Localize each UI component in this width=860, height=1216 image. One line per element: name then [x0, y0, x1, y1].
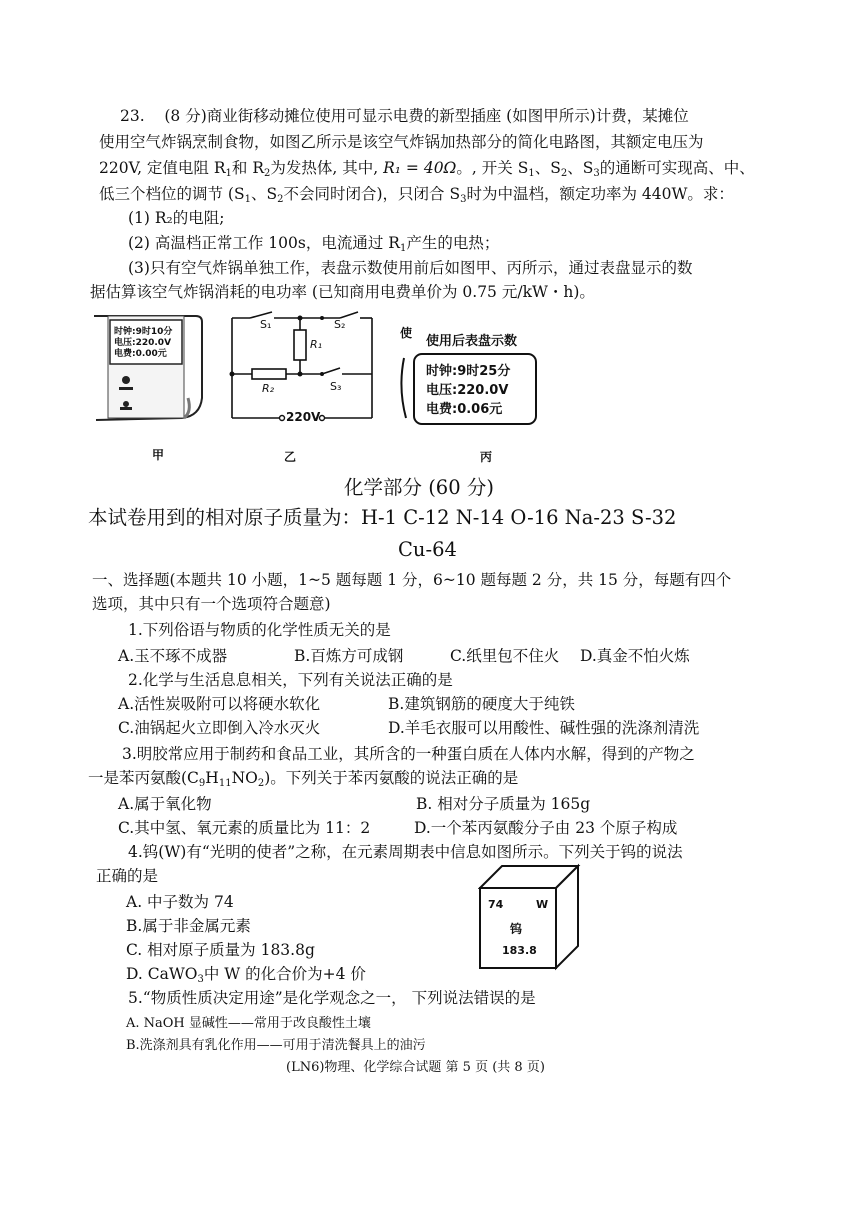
q23-part-2: (2) 高温档正常工作 100s，电流通过 $R_1$产生的电热；: [128, 234, 500, 254]
label-s3: S₃: [330, 380, 342, 393]
q23-line-2: 使用空气炸锅烹制食物，如图乙所示是该空气炸锅加热部分的简化电路图，其额定电压为: [99, 133, 704, 151]
q3-option-c: C.其中氢、氧元素的质量比为 11：2: [118, 819, 371, 837]
label-voltage: 220V: [286, 410, 321, 424]
q5-option-a: A. NaOH 显碱性——常用于改良酸性土壤: [126, 1016, 371, 1031]
page-footer: (LN6)物理、化学综合试题 第 5 页 (共 8 页): [286, 1060, 545, 1075]
label-r2: R₂: [262, 382, 275, 395]
q3-option-a: A.属于氧化物: [118, 795, 212, 813]
jia-clock: 时钟:9时10分: [114, 327, 173, 337]
label-s2: S₂: [334, 318, 346, 331]
q1-option-a: A.玉不琢不成器: [118, 647, 228, 665]
q1-option-b: B.百炼方可成钢: [294, 647, 404, 665]
figure-jia-socket: [88, 312, 206, 424]
question-3-cont: 一是苯丙氨酸$(C_9H_{11}NO_2)$。下列关于苯丙氨酸的说法正确的是: [88, 769, 519, 789]
question-3: 3.明胶常应用于制药和食品工业，其所含的一种蛋白质在人体内水解，得到的产物之: [122, 745, 695, 763]
question-5: 5.“物质性质决定用途”是化学观念之一， 下列说法错误的是: [128, 989, 536, 1007]
q4-option-b: B.属于非金属元素: [126, 917, 251, 935]
q4-option-d: D. CaWO$_3$中 W 的化合价为+4 价: [126, 965, 366, 985]
figure-bing-meter: [396, 318, 546, 428]
jia-fee: 电费:0.00元: [114, 349, 167, 359]
figure-bing-caption: 丙: [480, 450, 493, 464]
q4-option-a: A. 中子数为 74: [126, 893, 234, 911]
q2-option-d: D.羊毛衣服可以用酸性、碱性强的洗涤剂清洗: [388, 719, 700, 737]
q2-option-b: B.建筑钢筋的硬度大于纯铁: [388, 695, 575, 713]
q23-line-4: 低三个档位的调节 ($S_1$、$S_2$不会同时闭合)，只闭合 $S_3$时为中温档，额定功率为 440W。求：: [99, 185, 734, 205]
figure-jia-caption: 甲: [152, 448, 165, 462]
q23-line-1: 23. (8 分)商业街移动摊位使用可显示电费的新型插座 (如图甲所示)计费，某摊位: [120, 107, 689, 125]
bing-clock: 时钟:9时25分: [426, 364, 511, 379]
q5-option-b: B.洗涤剂具有乳化作用——可用于清洗餐具上的油污: [126, 1038, 426, 1053]
question-1: 1.下列俗语与物质的化学性质无关的是: [128, 621, 391, 639]
bing-fee: 电费:0.06元: [426, 402, 503, 417]
element-number: 74: [488, 898, 504, 911]
tungsten-element-tile: [478, 862, 582, 972]
bing-title: 使用后表盘示数: [426, 334, 518, 349]
figure-yi-circuit: [222, 310, 382, 428]
q23-part-3-cont: 据估算该空气炸锅消耗的电功率 (已知商用电费单价为 0.75 元/kW・h)。: [90, 283, 595, 301]
question-2: 2.化学与生活息息相关，下列有关说法正确的是: [128, 671, 453, 689]
q3-option-b: B. 相对分子质量为 165g: [416, 795, 591, 813]
q23-line-3: 220V, 定值电阻 $R_1$和 $R_2$为发热体, 其中, R₁ = 40Ω。, 开关 $S_1$、$S_2$、$S_3$的通断可实现高、中、: [99, 159, 755, 179]
q4-option-c: C. 相对原子质量为 183.8g: [126, 941, 315, 959]
label-r1: R₁: [310, 338, 323, 351]
atomic-mass-line-2: Cu-64: [398, 538, 457, 561]
q23-part-1: (1) R₂的电阻;: [128, 209, 225, 227]
bing-voltage: 电压:220.0V: [426, 383, 509, 398]
q1-option-c: C.纸里包不住火: [450, 647, 560, 665]
q2-option-a: A.活性炭吸附可以将硬水软化: [118, 695, 321, 713]
q2-option-c: C.油锅起火立即倒入冷水灭火: [118, 719, 321, 737]
q23-part-3: (3)只有空气炸锅单独工作，表盘示数使用前后如图甲、丙所示，通过表盘显示的数: [128, 259, 693, 277]
section-1-header: 一、选择题(本题共 10 小题，1~5 题每题 1 分，6~10 题每题 2 分，共 15 分，每题有四个: [92, 571, 732, 589]
element-mass: 183.8: [502, 944, 537, 957]
element-symbol: W: [536, 898, 549, 911]
label-s1: S₁: [260, 318, 272, 331]
element-name: 钨: [510, 922, 523, 936]
question-4: 4.钨(W)有“光明的使者”之称，在元素周期表中信息如图所示。下列关于钨的说法: [128, 843, 683, 861]
jia-voltage: 电压:220.0V: [114, 338, 172, 348]
chem-section-title: 化学部分 (60 分): [344, 476, 494, 499]
question-4-cont: 正确的是: [96, 867, 159, 885]
q1-option-d: D.真金不怕火炼: [580, 647, 690, 665]
bing-edge-char: 使: [400, 326, 413, 340]
figure-yi-caption: 乙: [284, 450, 297, 464]
atomic-mass-line-1: 本试卷用到的相对原子质量为：H-1 C-12 N-14 O-16 Na-23 S-32: [88, 506, 677, 529]
q3-option-d: D.一个苯丙氨酸分子由 23 个原子构成: [414, 819, 678, 837]
section-1-header-cont: 选项，其中只有一个选项符合题意): [92, 595, 331, 613]
